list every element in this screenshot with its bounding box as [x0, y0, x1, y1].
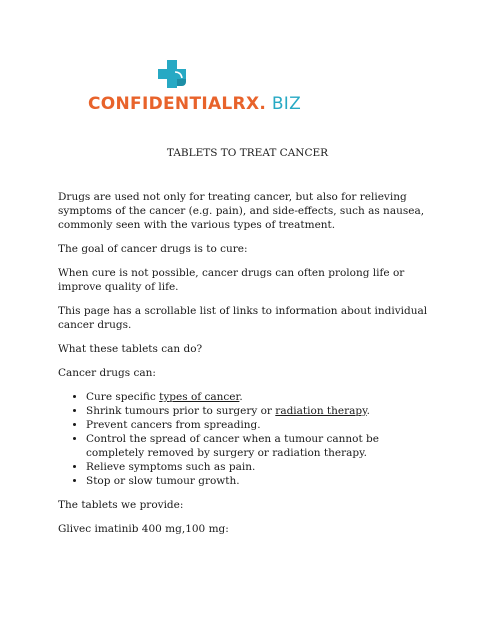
list-item: [86, 390, 438, 404]
list-item-punct: .: [239, 391, 243, 403]
document-body: [58, 190, 438, 546]
list-item: • Prevent cancers from spreading.: [86, 418, 438, 432]
brand-name-main: CONFIDENTIALRX.: [88, 94, 267, 114]
list-item: [86, 404, 438, 418]
page-title: TABLETS TO TREAT CANCER: [166, 147, 329, 159]
radiation-therapy-link[interactable]: radiation therapy: [275, 405, 367, 417]
goal-paragraph: The goal of cancer drugs is to cure:: [58, 243, 248, 255]
question-heading: What these tablets can do?: [58, 343, 203, 355]
list-item: • Stop or slow tumour growth.: [86, 474, 438, 488]
list-item: • Control the spread of cancer when a tumour cannot be completely removed by surgery or radiation therapy.: [86, 432, 438, 460]
can-heading: Cancer drugs can:: [58, 367, 156, 379]
prolong-paragraph: When cure is not possible, cancer drugs can often prolong life or improve quality of life.: [58, 267, 405, 293]
brand-name-tld: BIZ: [266, 94, 302, 114]
types-of-cancer-link[interactable]: types of cancer: [159, 391, 240, 403]
provide-heading: The tablets we provide:: [58, 499, 184, 511]
list-item-text: Shrink tumours prior to surgery or: [86, 405, 276, 417]
benefits-list: [58, 390, 438, 488]
product-line: Glivec imatinib 400 mg,100 mg:: [58, 523, 229, 535]
brand-logo: [88, 58, 302, 118]
list-item-punct: .: [366, 405, 370, 417]
list-item-text: Cure specific: [86, 391, 160, 403]
list-item: • Relieve symptoms such as pain.: [86, 460, 438, 474]
scroll-note-paragraph: This page has a scrollable list of links to information about individual cancer drugs.: [58, 305, 428, 331]
intro-paragraph: Drugs are used not only for treating cancer, but also for relieving symptoms of the cancer (e.g. pain), and side-effects, such as nausea, commonly seen with the various types of treatment.: [58, 191, 425, 231]
brand-name: [88, 94, 301, 114]
medical-cross-icon: [156, 58, 190, 92]
